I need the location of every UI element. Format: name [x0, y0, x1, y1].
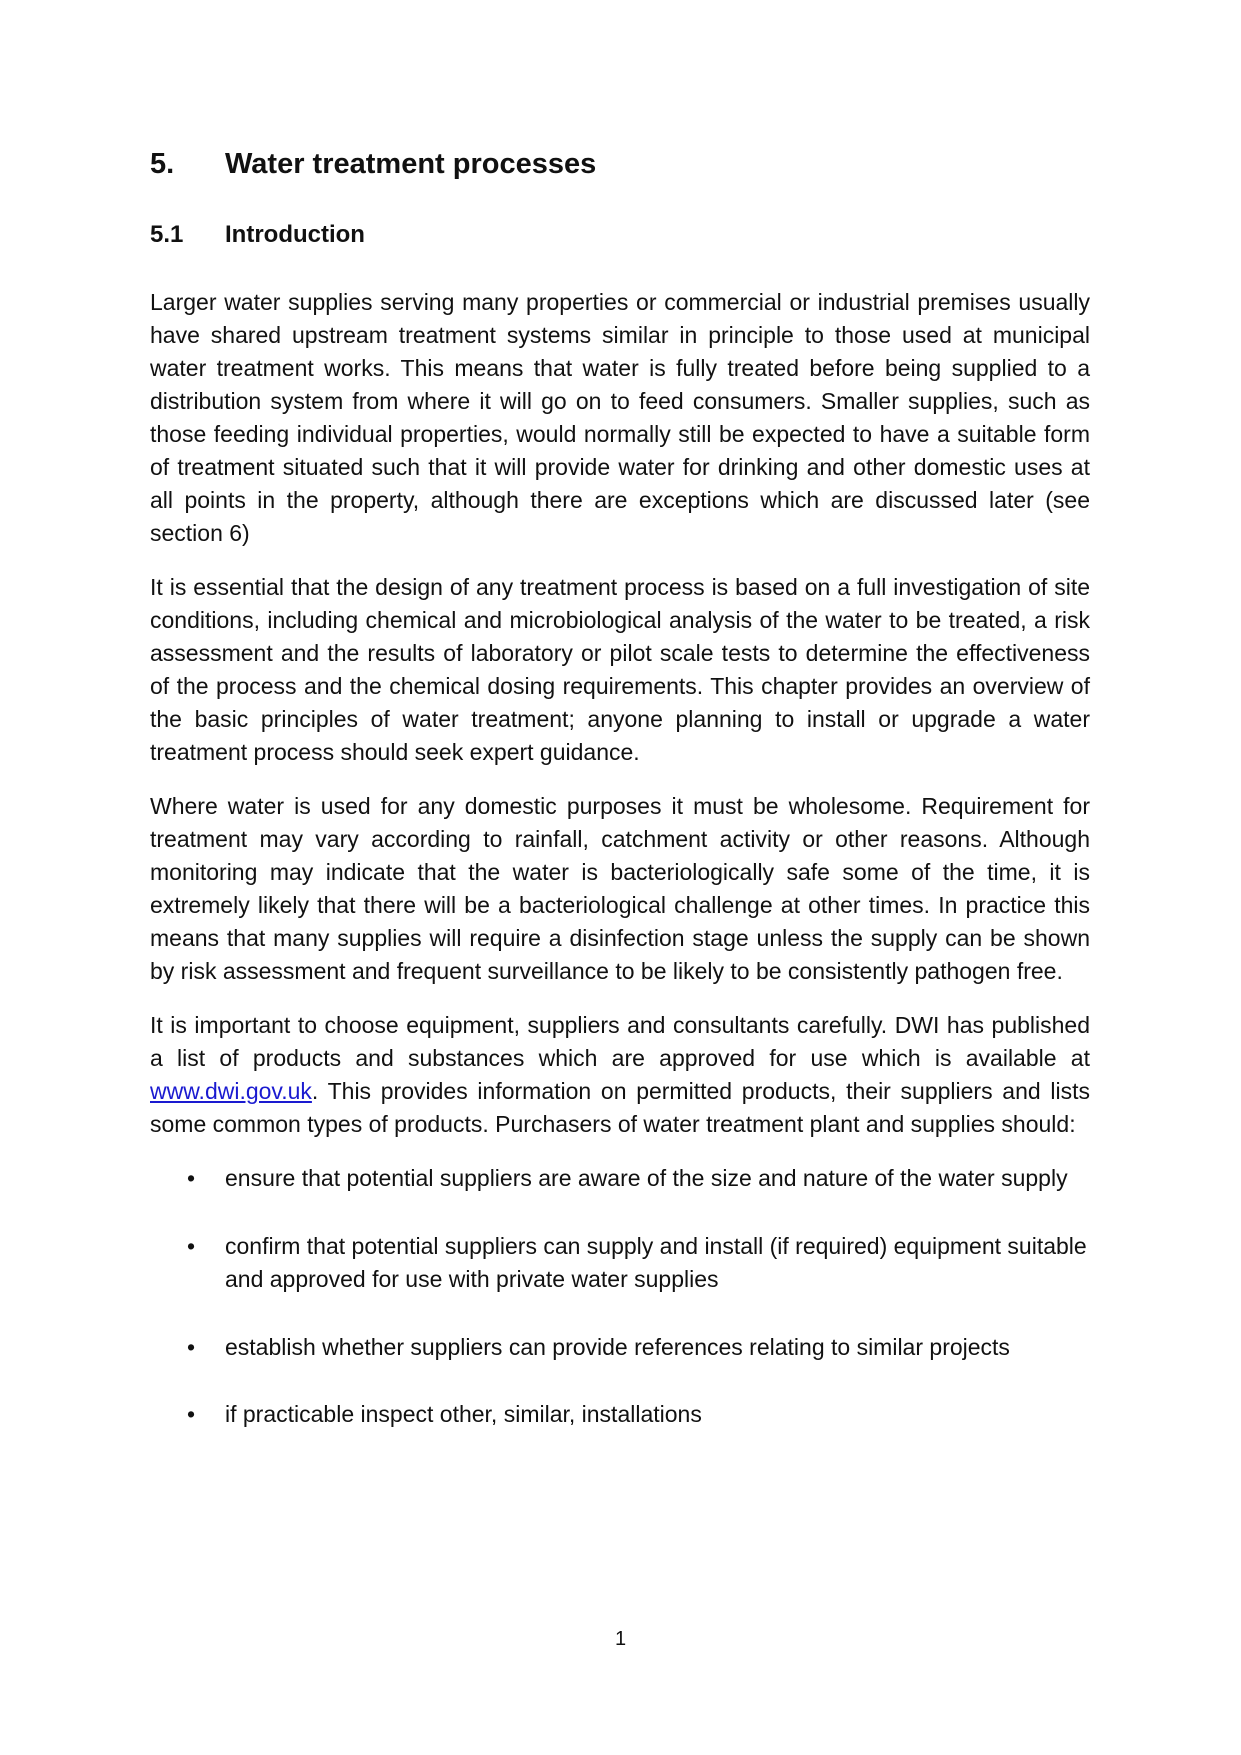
- bullet-icon: •: [187, 1334, 196, 1360]
- paragraph: Larger water supplies serving many properties or commercial or industrial premises usually have shared upstream treatment systems similar in principle to those used at municipal water treatment works. This means that water is fully treated before being supplied to a distribution system from where it will go on to feed consumers. Smaller supplies, such as those feeding individual properties, would normally still be expected to have a suitable form of treatment situated such that it will provide water for drinking and other domestic uses at all points in the property, although there are exceptions which are discussed later (see section 6): [150, 289, 1090, 546]
- section-title: Introduction: [225, 221, 365, 248]
- list-item-text: if practicable inspect other, similar, installations: [225, 1401, 702, 1427]
- paragraph: It is essential that the design of any treatment process is based on a full investigation of site conditions, including chemical and microbiological analysis of the water to be treated, a risk assessment and the results of laboratory or pilot scale tests to determine the effectiveness of the process and the chemical dosing requirements. This chapter provides an overview of the basic principles of water treatment; anyone planning to install or upgrade a water treatment process should seek expert guidance.: [150, 574, 1090, 765]
- bullet-icon: •: [187, 1165, 196, 1191]
- chapter-title: Water treatment processes: [225, 148, 597, 180]
- list-item: [150, 1230, 1090, 1296]
- body-text: [150, 286, 1090, 1466]
- list-item-text: establish whether suppliers can provide references relating to similar projects: [225, 1334, 1010, 1360]
- bullet-list: [150, 1162, 1090, 1431]
- paragraph: Where water is used for any domestic purposes it must be wholesome. Requirement for treatment may vary according to rainfall, catchment activity or other reasons. Although monitoring may indicate that the water is bacteriologically safe some of the time, it is extremely likely that there will be a bacteriological challenge at other times. In practice this means that many supplies will require a disinfection stage unless the supply can be shown by risk assessment and frequent surveillance to be likely to be consistently pathogen free.: [150, 793, 1090, 984]
- list-item-text: ensure that potential suppliers are aware of the size and nature of the water supply: [225, 1165, 1068, 1191]
- bullet-icon: •: [187, 1233, 196, 1259]
- page-number: 1: [614, 1628, 627, 1650]
- bullet-icon: •: [187, 1401, 196, 1427]
- list-item: [150, 1398, 1090, 1431]
- list-item: [150, 1162, 1090, 1195]
- section-heading: [150, 221, 365, 249]
- section-number: 5.1: [150, 221, 184, 248]
- paragraph-text: It is important to choose equipment, suppliers and consultants carefully. DWI has published a list of products and substances which are approved for use which is available at: [150, 1012, 1090, 1071]
- chapter-number: 5.: [150, 148, 175, 180]
- paragraph-text: . This provides information on permitted products, their suppliers and lists some common types of products. Purchasers of water treatment plant and supplies should:: [150, 1078, 1090, 1137]
- chapter-heading: [150, 148, 596, 181]
- paragraph: [150, 1009, 1090, 1141]
- list-item-text: confirm that potential suppliers can supply and install (if required) equipment suitable and approved for use with private water supplies: [225, 1233, 1087, 1292]
- dwi-link[interactable]: www.dwi.gov.uk: [150, 1078, 312, 1104]
- list-item: [150, 1331, 1090, 1364]
